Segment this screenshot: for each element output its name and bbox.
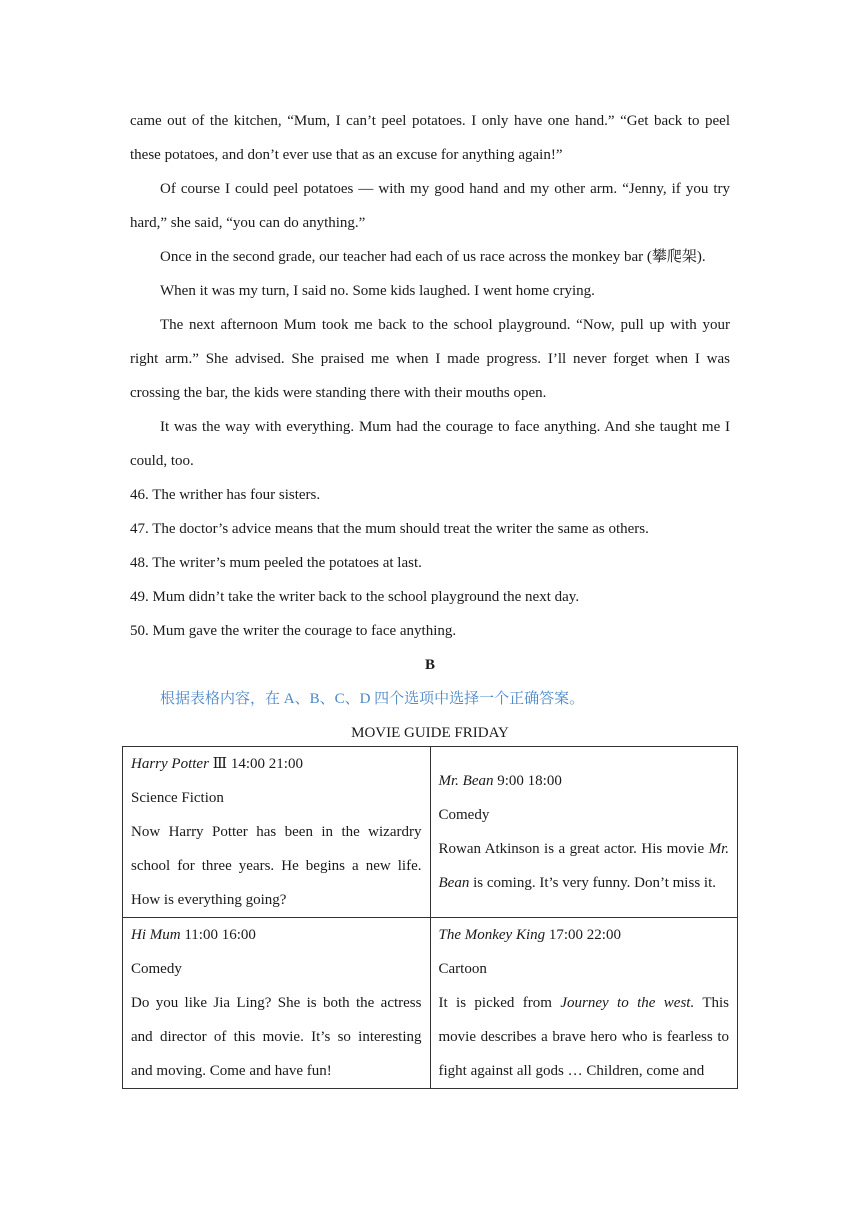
- description-text: It is picked from: [438, 995, 561, 1011]
- section-instruction: 根据表格内容，在 A、B、C、D 四个选项中选择一个正确答案。: [160, 691, 585, 707]
- movie-genre: Comedy: [131, 961, 182, 977]
- question-50: 50. Mum gave the writer the courage to face anything.: [130, 623, 457, 639]
- section-heading: B: [424, 657, 435, 673]
- description-italic: Mr. Bean: [438, 841, 729, 891]
- movie-cell-harry-potter: [123, 747, 431, 918]
- movie-title-line: [439, 918, 730, 952]
- passage-paragraph-2: Of course I could peel potatoes — with my good hand and my other arm. “Jenny, if you try hard,” she said, “you can do anything.”: [130, 181, 730, 231]
- passage-paragraph-3: Once in the second grade, our teacher had each of us race across the monkey bar (攀爬架).: [160, 249, 706, 265]
- question-47: 47. The doctor’s advice means that the mum should treat the writer the same as others.: [130, 521, 649, 537]
- table-title: MOVIE GUIDE FRIDAY: [351, 725, 509, 741]
- movie-times: 11:00 16:00: [180, 927, 256, 943]
- description-italic: Journey to the west.: [560, 995, 695, 1011]
- passage-paragraph-5: The next afternoon Mum took me back to the school playground. “Now, pull up with your right arm.” She advised. She praised me when I made progress. I’ll never forget when I was crossing the bar, the kids were standing there with their mouths open.: [130, 317, 730, 401]
- movie-title-line: [439, 764, 730, 798]
- movie-cell-monkey-king: [430, 918, 738, 1089]
- movie-title: Harry Potter: [131, 756, 209, 772]
- movie-title: The Monkey King: [438, 927, 546, 943]
- description-text: Rowan Atkinson is a great actor. His movie: [438, 841, 709, 857]
- movie-title: Mr. Bean: [438, 773, 494, 789]
- question-48: 48. The writer’s mum peeled the potatoes at last.: [130, 555, 422, 571]
- movie-genre: Comedy: [438, 807, 490, 823]
- movie-description: [439, 986, 730, 1088]
- passage-paragraph-1: came out of the kitchen, “Mum, I can’t peel potatoes. I only have one hand.” “Get back to peel these potatoes, and don’t ever use that as an excuse for anything again!”: [130, 113, 730, 163]
- movie-description: Do you like Jia Ling? She is both the actress and director of this movie. It’s so interesting and moving. Come and have fun!: [131, 995, 422, 1079]
- description-text: This movie describes a brave hero who is fearless to fight against all gods … Children, come and: [438, 995, 729, 1079]
- table-row: [123, 747, 738, 918]
- table-row: [123, 918, 738, 1089]
- question-46: 46. The writher has four sisters.: [130, 487, 321, 503]
- movie-times: Ⅲ 14:00 21:00: [208, 756, 303, 772]
- movie-genre: Science Fiction: [131, 790, 224, 806]
- movie-cell-mr-bean: [430, 747, 738, 918]
- movie-cell-hi-mum: [123, 918, 431, 1089]
- description-text: is coming. It’s very funny. Don’t miss it.: [469, 875, 716, 891]
- movie-title-line: [131, 747, 422, 781]
- movie-description: Now Harry Potter has been in the wizardry school for three years. He begins a new life. How is everything going?: [131, 824, 422, 908]
- passage-content: [130, 104, 730, 750]
- passage-paragraph-4: When it was my turn, I said no. Some kids laughed. I went home crying.: [160, 283, 595, 299]
- movie-times: 17:00 22:00: [545, 927, 621, 943]
- movie-description: [439, 832, 730, 900]
- movie-times: 9:00 18:00: [493, 773, 562, 789]
- passage-paragraph-6: It was the way with everything. Mum had the courage to face anything. And she taught me I could, too.: [130, 419, 730, 469]
- movie-title: Hi Mum: [131, 927, 181, 943]
- movie-guide-table: [122, 746, 738, 1089]
- question-49: 49. Mum didn’t take the writer back to the school playground the next day.: [130, 589, 580, 605]
- movie-genre: Cartoon: [438, 961, 487, 977]
- movie-title-line: [131, 918, 422, 952]
